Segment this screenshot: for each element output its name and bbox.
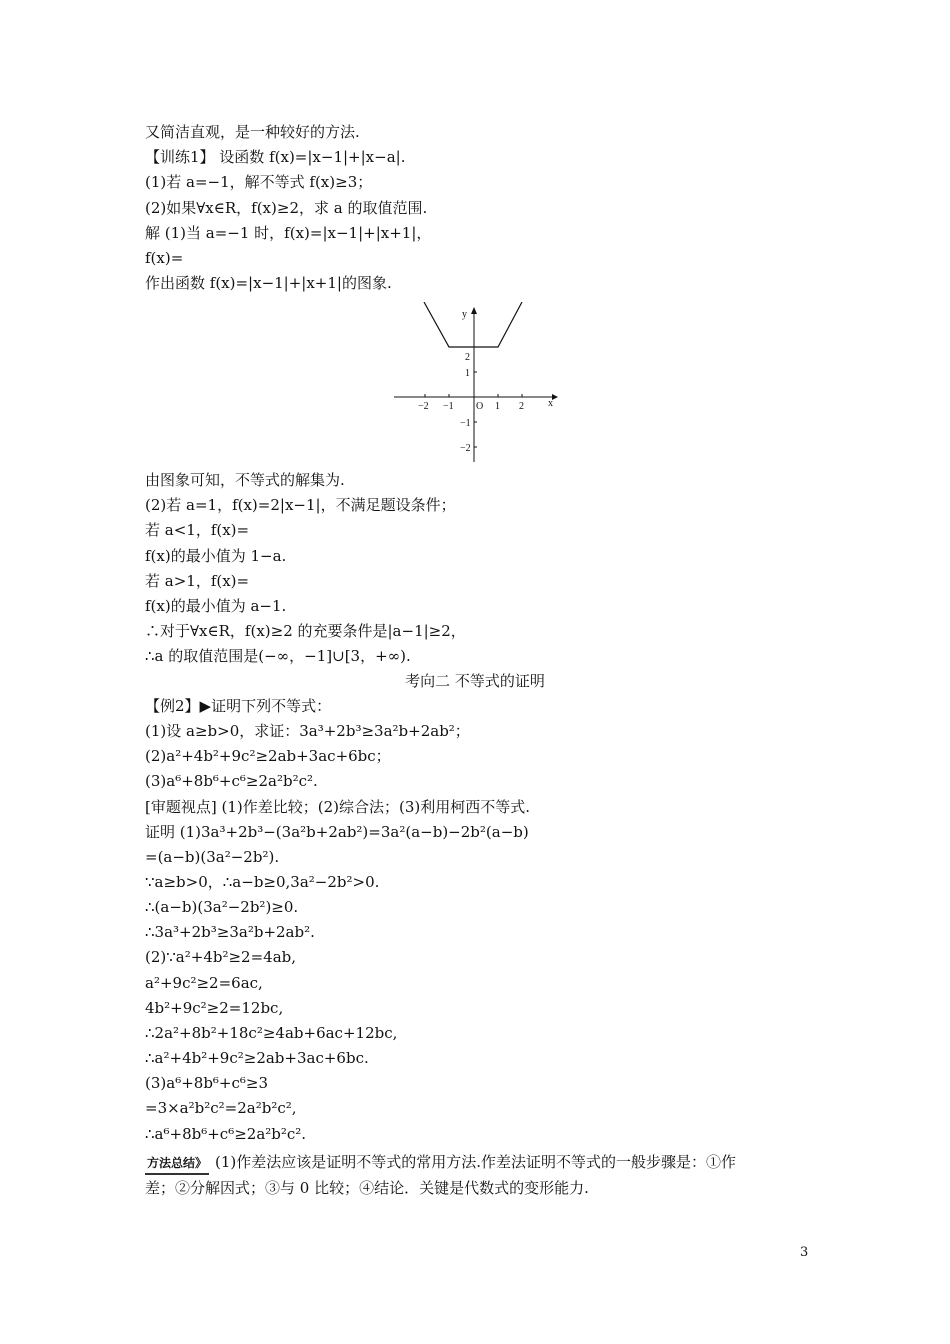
text-line: ∴(a−b)(3a²−2b²)≥0. — [145, 898, 299, 916]
text-line: (3)a⁶+8b⁶+c⁶≥3 — [145, 1074, 269, 1092]
text-line: f(x)的最小值为 a−1. — [145, 597, 287, 615]
method-summary-text: (1)作差法应该是证明不等式的常用方法.作差法证明不等式的一般步骤是：①作 — [215, 1153, 737, 1171]
x-tick-label: 1 — [495, 401, 500, 412]
function-curve — [424, 302, 522, 347]
y-tick-label: 1 — [465, 368, 470, 379]
text-line: [审题视点] (1)作差比较；(2)综合法；(3)利用柯西不等式. — [145, 798, 530, 816]
method-summary-badge: 方法总结》 — [145, 1153, 209, 1175]
text-line: a²+9c²≥2=6ac, — [145, 974, 263, 992]
y-axis-arrow — [471, 307, 477, 314]
text-line: =3×a²b²c²=2a²b²c², — [145, 1099, 297, 1117]
text-line: (2)如果∀x∈R，f(x)≥2，求 a 的取值范围. — [145, 199, 428, 217]
text-line: =(a−b)(3a²−2b²). — [145, 848, 280, 866]
text-line: (2)a²+4b²+9c²≥2ab+3ac+6bc； — [145, 747, 391, 765]
text-line: 又简洁直观，是一种较好的方法. — [145, 123, 360, 141]
y-axis-label: y — [462, 309, 467, 320]
text-line: (3)a⁶+8b⁶+c⁶≥2a²b²c². — [145, 772, 318, 790]
text-line: 若 a<1，f(x)= — [145, 521, 250, 539]
text-line: ∵a≥b>0，∴a−b≥0,3a²−2b²>0. — [145, 873, 380, 891]
text-line: f(x)的最小值为 1−a. — [145, 547, 287, 565]
example-heading: 【例2】▶证明下列不等式： — [145, 697, 332, 715]
text-line: (1)若 a=−1，解不等式 f(x)≥3； — [145, 173, 373, 191]
text-line: 若 a>1，f(x)= — [145, 572, 250, 590]
text-line: 差；②分解因式；③与 0 比较；④结论．关键是代数式的变形能力. — [145, 1179, 589, 1197]
x-tick-label: −2 — [418, 401, 429, 412]
text-line: 解 (1)当 a=−1 时，f(x)=|x−1|+|x+1|， — [145, 224, 432, 242]
text-line: 4b²+9c²≥2=12bc, — [145, 999, 284, 1017]
text-line: ∴2a²+8b²+18c²≥4ab+6ac+12bc, — [145, 1024, 398, 1042]
y-tick-label: −2 — [460, 443, 471, 454]
text-line: ∴a⁶+8b⁶+c⁶≥2a²b²c². — [145, 1125, 307, 1143]
y-tick-label: 2 — [465, 352, 470, 363]
method-summary-line — [145, 1152, 825, 1175]
x-axis-label: x — [548, 398, 553, 409]
origin-label: O — [476, 401, 484, 412]
text-line: ∴a²+4b²+9c²≥2ab+3ac+6bc. — [145, 1049, 369, 1067]
text-line: f(x)= — [145, 249, 184, 267]
page-number: 3 — [800, 1245, 809, 1260]
text-line: (2)∵a²+4b²≥2=4ab, — [145, 948, 297, 966]
text-line: 作出函数 f(x)=|x−1|+|x+1|的图象. — [145, 274, 392, 292]
text-line: (1)设 a≥b>0，求证：3a³+2b³≥3a²b+2ab²； — [145, 722, 470, 740]
x-tick-label: −1 — [443, 401, 454, 412]
function-graph — [392, 302, 562, 467]
text-line: 由图象可知，不等式的解集为. — [145, 471, 345, 489]
text-line: 证明 (1)3a³+2b³−(3a²b+2ab²)=3a²(a−b)−2b²(a−b) — [145, 823, 529, 841]
x-tick-label: 2 — [519, 401, 524, 412]
exercise-heading: 【训练1】 设函数 f(x)=|x−1|+|x−a|. — [145, 148, 406, 166]
y-tick-label: −1 — [460, 418, 471, 429]
text-line: (2)若 a=1，f(x)=2|x−1|，不满足题设条件； — [145, 496, 456, 514]
text-line: ∴a 的取值范围是(−∞，−1]∪[3，+∞). — [145, 647, 411, 665]
text-line: ∴对于∀x∈R，f(x)≥2 的充要条件是|a−1|≥2， — [145, 622, 466, 640]
section-title: 考向二 不等式的证明 — [405, 672, 545, 690]
text-line: ∴3a³+2b³≥3a²b+2ab². — [145, 923, 315, 941]
